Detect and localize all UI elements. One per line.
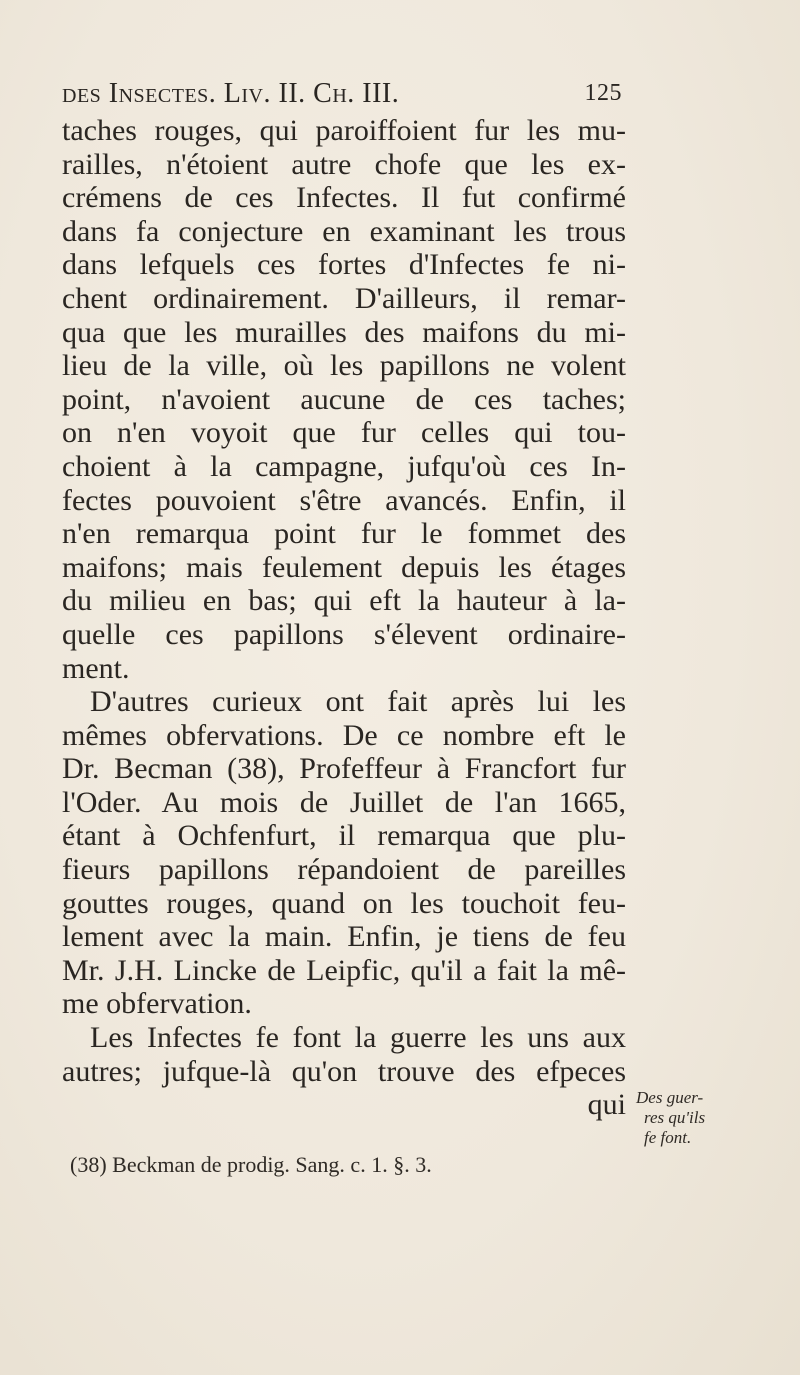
running-title: des Insectes. Liv. II. Ch. III. xyxy=(62,78,400,109)
text-line: Mr. J.H. Lincke de Leipfic, qu'il a fait la mê- xyxy=(62,953,626,987)
text-line: chent ordinairement. D'ailleurs, il remar- xyxy=(62,281,626,315)
text-line: mêmes obfervations. De ce nombre eft le xyxy=(62,718,626,752)
text-line: maifons; mais feulement depuis les étages xyxy=(62,550,626,584)
text-line: l'Oder. Au mois de Juillet de l'an 1665, xyxy=(62,785,626,819)
margin-note-line: res qu'ils xyxy=(644,1108,706,1127)
text-line: taches rouges, qui paroiffoient fur les mu- xyxy=(62,114,626,147)
text-line: n'en remarqua point fur le fommet des xyxy=(62,517,626,551)
margin-note-line: Des guer- xyxy=(636,1088,704,1107)
margin-note xyxy=(636,1088,726,1148)
text-line: Les Infectes fe font la guerre les uns aux xyxy=(90,1021,626,1055)
text-line: gouttes rouges, quand on les touchoit feu- xyxy=(62,886,626,920)
catchword: qui xyxy=(587,1088,626,1122)
text-line: étant à Ochfenfurt, il remarqua que plu- xyxy=(62,819,626,853)
text-line: point, n'avoient aucune de ces taches; xyxy=(62,382,626,416)
text-line: quelle ces papillons s'élevent ordinaire- xyxy=(62,617,626,651)
text-line: qua que les murailles des maifons du mi- xyxy=(62,315,626,349)
text-line: ment. xyxy=(62,651,130,685)
page-number: 125 xyxy=(584,80,622,106)
text-line: D'autres curieux ont fait après lui les xyxy=(90,685,626,719)
footnote: (38) Beckman de prodig. Sang. c. 1. §. 3. xyxy=(70,1152,432,1177)
text-line: autres; jufque-là qu'on trouve des efpeces xyxy=(62,1054,626,1088)
text-line: lieu de la ville, où les papillons ne volent xyxy=(62,349,626,383)
body-text xyxy=(62,114,626,1122)
text-line: on n'en voyoit que fur celles qui tou- xyxy=(62,416,626,450)
text-line: Dr. Becman (38), Profeffeur à Francfort fur xyxy=(62,752,626,786)
text-line: dans lefquels ces fortes d'Infectes fe ni- xyxy=(62,248,626,282)
text-line: lement avec la main. Enfin, je tiens de feu xyxy=(62,920,626,954)
text-line: fieurs papillons répandoient de pareilles xyxy=(62,853,626,887)
text-line: fectes pouvoient s'être avancés. Enfin, il xyxy=(62,483,626,517)
margin-note-line: fe font. xyxy=(644,1128,692,1147)
text-line: choient à la campagne, jufqu'où ces In- xyxy=(62,449,626,483)
page-header xyxy=(62,78,622,118)
text-line: me obfervation. xyxy=(62,987,252,1021)
text-line: railles, n'étoient autre chofe que les ex- xyxy=(62,147,626,181)
text-line: dans fa conjecture en examinant les trous xyxy=(62,214,626,248)
text-line: crémens de ces Infectes. Il fut confirmé xyxy=(62,181,626,215)
text-line: du milieu en bas; qui eft la hauteur à la- xyxy=(62,584,626,618)
